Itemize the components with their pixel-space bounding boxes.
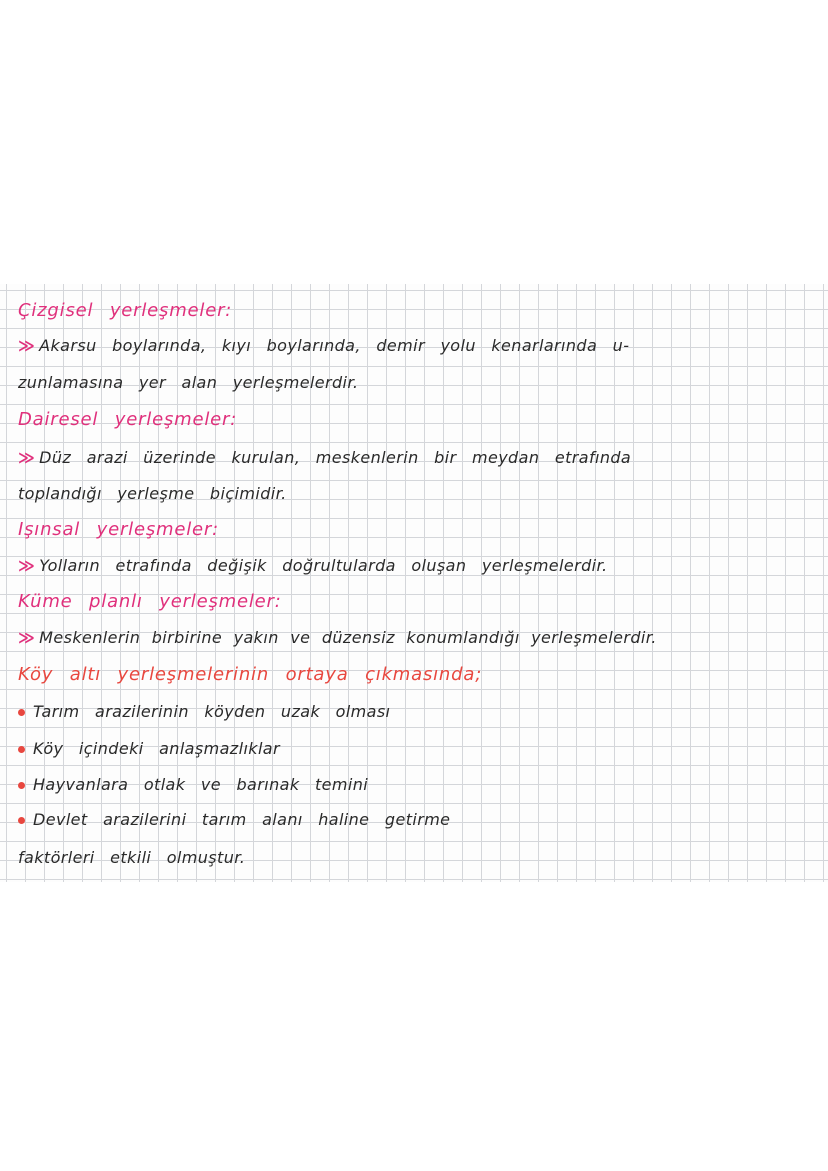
arrow-icon: ≫ [18,556,36,575]
bullet-icon [18,782,25,789]
text-line [18,336,629,355]
text-content: Tarım arazilerinin köyden uzak olması [33,702,391,721]
text-content: Devlet arazilerini tarım alanı haline getirme [33,810,451,829]
text-line [18,628,657,647]
text-content: Hayvanlara otlak ve barınak temini [33,775,369,794]
heading-koy-alti: Köy altı yerleşmelerinin ortaya çıkmasında; [18,664,483,685]
text-line: faktörleri etkili olmuştur. [18,848,246,867]
arrow-icon: ≫ [18,628,36,647]
bullet-item [18,775,368,794]
bullet-item [18,702,390,721]
heading-cizgisel: Çizgisel yerleşmeler: [18,300,233,321]
bullet-icon [18,709,25,716]
heading-kume-planli: Küme planlı yerleşmeler: [18,591,282,612]
arrow-icon: ≫ [18,336,36,355]
text-content: Akarsu boylarında, kıyı boylarında, demir yolu kenarlarında u- [39,336,630,355]
text-content: Meskenlerin birbirine yakın ve düzensiz konumlandığı yerleşmelerdir. [39,628,657,647]
text-content: Köy içindeki anlaşmazlıklar [33,739,280,758]
text-line: zunlamasına yer alan yerleşmelerdir. [18,373,359,392]
bullet-item [18,810,450,829]
bullet-item [18,739,280,758]
arrow-icon: ≫ [18,448,36,467]
text-content: Düz arazi üzerinde kurulan, meskenlerin bir meydan etrafında [39,448,632,467]
bullet-icon [18,746,25,753]
bullet-icon [18,817,25,824]
heading-isinsal: Işınsal yerleşmeler: [18,519,219,540]
text-line [18,556,608,575]
text-content: Yolların etrafında değişik doğrultularda oluşan yerleşmelerdir. [39,556,608,575]
heading-dairesel: Dairesel yerleşmeler: [18,409,238,430]
text-line [18,448,631,467]
text-line: toplandığı yerleşme biçimidir. [18,484,287,503]
